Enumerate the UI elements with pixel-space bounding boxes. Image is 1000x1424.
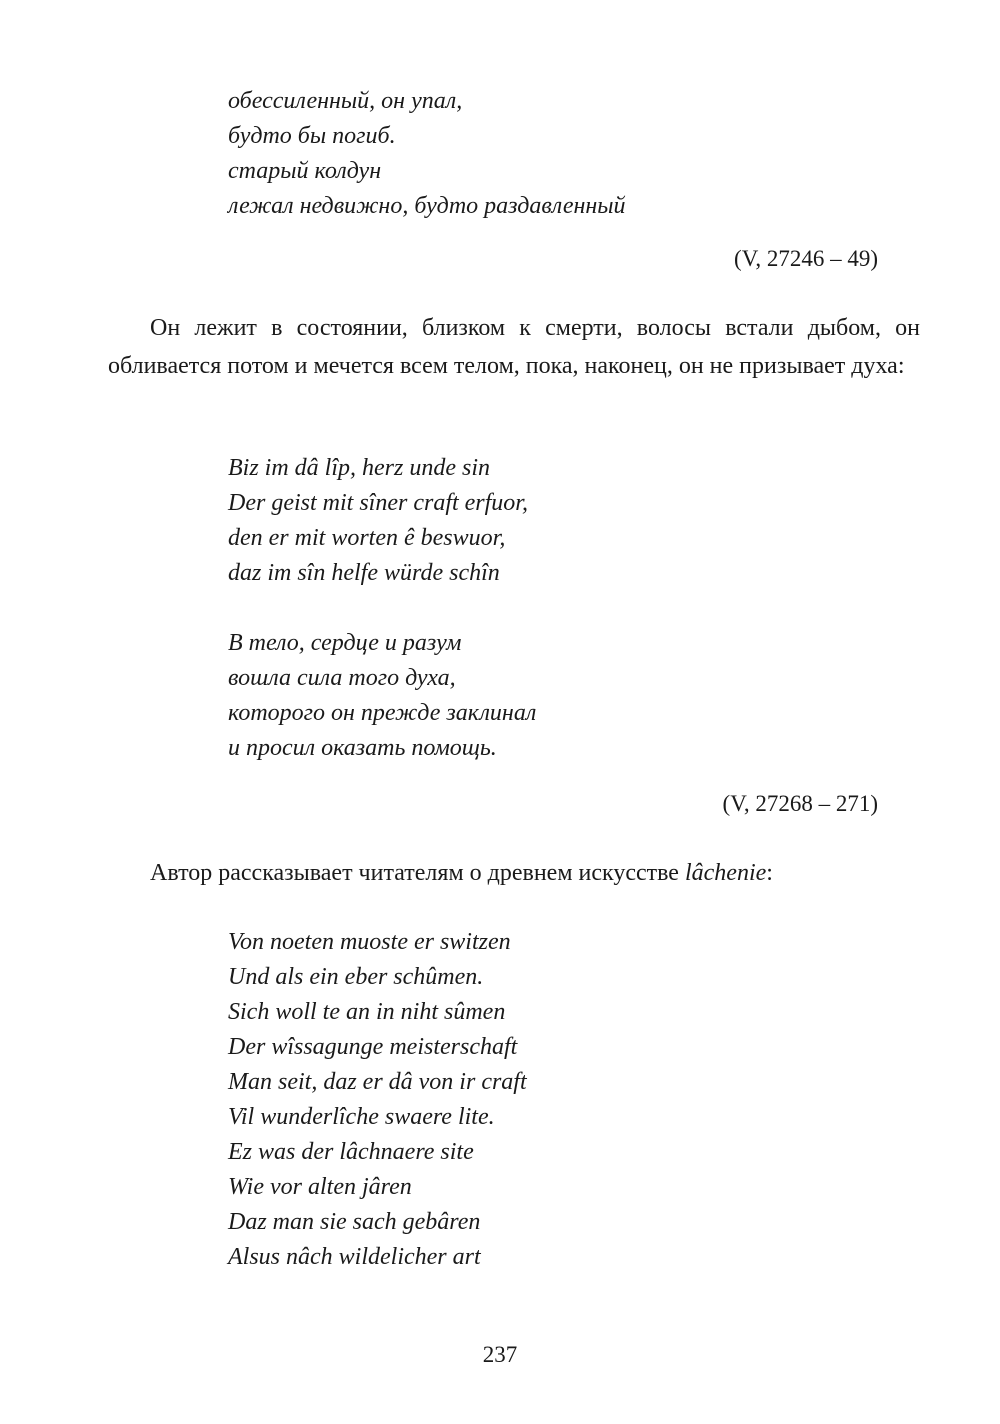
verse-line: Sich woll te an in niht sûmen xyxy=(228,999,506,1025)
verse-line: Biz im dâ lîp, herz unde sin xyxy=(228,455,490,481)
verse-line: старый колдун xyxy=(228,158,382,184)
verse-line: Daz man sie sach gebâren xyxy=(228,1209,481,1235)
verse-line: вошла сила того духа, xyxy=(228,665,456,691)
page-number: 237 xyxy=(482,1342,518,1367)
verse-stanza-german-1 xyxy=(228,451,528,591)
verse-line: Man seit, daz er dâ von ir craft xyxy=(228,1069,527,1095)
verse-stanza-russian-1 xyxy=(228,84,626,224)
paragraph-text: Автор рассказывает читателям о древнем искусстве xyxy=(150,860,685,886)
verse-line: Ez was der lâchnaere site xyxy=(228,1139,474,1165)
verse-line: Von noeten muoste er switzen xyxy=(228,929,511,955)
verse-line: Und als ein eber schûmen. xyxy=(228,964,484,990)
verse-line: лежал недвижно, будто раздавленный xyxy=(228,193,626,219)
verse-line: обессиленный, он упал, xyxy=(228,88,463,114)
verse-stanza-russian-2 xyxy=(228,626,536,766)
verse-line: которого он прежде заклинал xyxy=(228,700,537,726)
italic-term: lâchenie xyxy=(684,860,767,886)
citation-reference: (V, 27246 – 49) xyxy=(734,246,878,271)
verse-stanza-german-2 xyxy=(228,925,527,1275)
verse-line: Vil wunderlîche swaere lite. xyxy=(228,1104,495,1130)
citation-reference: (V, 27268 – 271) xyxy=(722,791,878,816)
verse-line: Der wîssagunge meisterschaft xyxy=(228,1034,518,1060)
verse-line: Alsus nâch wildelicher art xyxy=(228,1244,481,1270)
verse-line: daz im sîn helfe würde schîn xyxy=(228,560,500,586)
verse-line: den er mit worten ê beswuor, xyxy=(228,525,506,551)
paragraph-suffix: : xyxy=(766,860,773,886)
verse-line: и просил оказать помощь. xyxy=(228,735,497,761)
body-paragraph: Он лежит в состоянии, близком к смерти, волосы встали дыбом, он обливается потом и мечется всем телом, пока, наконец, он не призывает духа: xyxy=(108,315,920,379)
verse-line: В тело, сердце и разум xyxy=(228,630,462,656)
verse-line: Wie vor alten jâren xyxy=(228,1174,412,1200)
verse-line: Der geist mit sîner craft erfuor, xyxy=(228,490,528,516)
body-paragraph xyxy=(108,854,920,892)
verse-line: будто бы погиб. xyxy=(228,123,396,149)
